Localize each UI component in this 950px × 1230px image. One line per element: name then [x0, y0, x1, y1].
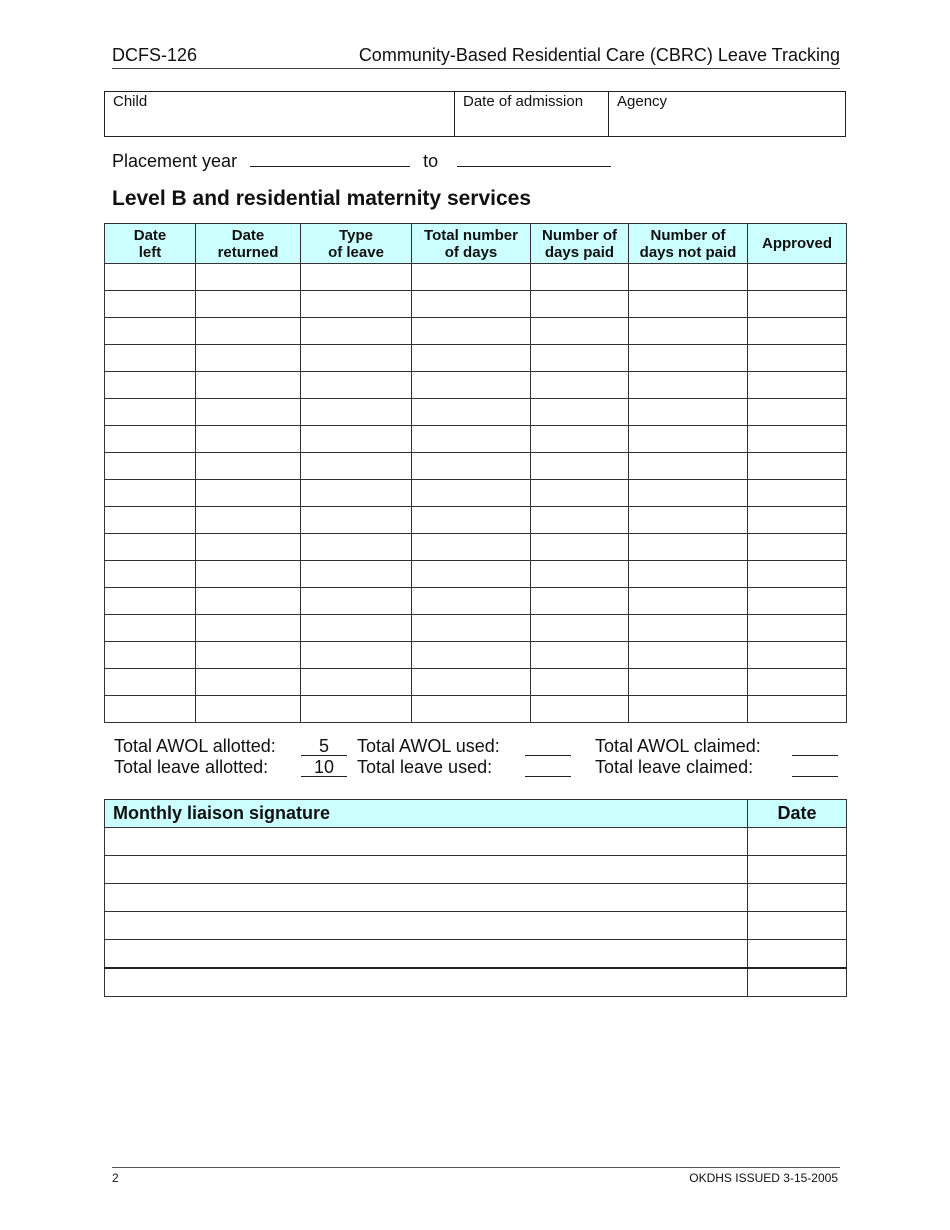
leave-cell[interactable] — [105, 426, 196, 453]
leave-cell[interactable] — [748, 453, 847, 480]
leave-cell[interactable] — [105, 291, 196, 318]
awol-claimed-field[interactable] — [792, 736, 838, 756]
leave-cell[interactable] — [412, 642, 531, 669]
awol-claimed-label: Total AWOL claimed: — [595, 736, 761, 756]
leave-cell[interactable] — [412, 696, 531, 723]
leave-col-header — [105, 224, 196, 264]
leave-cell[interactable] — [748, 426, 847, 453]
leave-cell[interactable] — [105, 507, 196, 534]
placement-year-label: Placement year — [112, 151, 238, 171]
leave-cell[interactable] — [301, 264, 412, 291]
leave-cell[interactable] — [196, 345, 301, 372]
leave-cell[interactable] — [412, 588, 531, 615]
leave-cell[interactable] — [301, 669, 412, 696]
table-row — [105, 318, 847, 345]
signature-cell[interactable] — [105, 828, 748, 856]
table-row — [105, 884, 847, 912]
page-header — [112, 44, 840, 69]
leave-cell[interactable] — [531, 669, 629, 696]
leave-cell[interactable] — [629, 399, 748, 426]
leave-cell[interactable] — [748, 615, 847, 642]
leave-table-header — [105, 224, 847, 264]
page-footer — [112, 1167, 840, 1185]
leave-cell[interactable] — [748, 318, 847, 345]
leave-cell[interactable] — [105, 399, 196, 426]
table-row — [105, 669, 847, 696]
leave-cell[interactable] — [105, 453, 196, 480]
leave-col-header — [531, 224, 629, 264]
leave-col-header-line: Date — [133, 226, 167, 244]
leave-cell[interactable] — [629, 696, 748, 723]
leave-cell[interactable] — [412, 507, 531, 534]
leave-col-header-line: days paid — [544, 243, 615, 261]
leave-cell[interactable] — [531, 696, 629, 723]
page-number: 2 — [112, 1171, 119, 1185]
leave-cell[interactable] — [748, 345, 847, 372]
leave-claimed-label: Total leave claimed: — [595, 757, 754, 777]
signature-cell[interactable] — [105, 940, 748, 969]
date-cell[interactable] — [748, 828, 847, 856]
leave-cell[interactable] — [629, 480, 748, 507]
leave-used-field[interactable] — [525, 757, 571, 777]
leave-cell[interactable] — [196, 318, 301, 345]
leave-cell[interactable] — [629, 642, 748, 669]
leave-cell[interactable] — [748, 399, 847, 426]
leave-cell[interactable] — [629, 291, 748, 318]
signature-table-header — [105, 800, 847, 828]
leave-cell[interactable] — [196, 669, 301, 696]
leave-cell[interactable] — [629, 534, 748, 561]
leave-cell[interactable] — [301, 507, 412, 534]
leave-cell[interactable] — [196, 480, 301, 507]
leave-cell[interactable] — [412, 372, 531, 399]
leave-col-header-line: Number of — [542, 226, 617, 244]
leave-cell[interactable] — [301, 534, 412, 561]
leave-col-header-line: of leave — [328, 243, 384, 261]
leave-col-header — [196, 224, 301, 264]
leave-cell[interactable] — [196, 507, 301, 534]
signature-cell[interactable] — [105, 856, 748, 884]
leave-cell[interactable] — [748, 696, 847, 723]
leave-table — [104, 223, 847, 723]
awol-allotted-label: Total AWOL allotted: — [114, 736, 276, 756]
leave-used-label: Total leave used: — [357, 757, 493, 777]
leave-cell[interactable] — [748, 642, 847, 669]
child-info-box — [104, 91, 846, 137]
leave-cell[interactable] — [748, 291, 847, 318]
leave-cell[interactable] — [105, 480, 196, 507]
leave-cell[interactable] — [105, 642, 196, 669]
leave-cell[interactable] — [196, 264, 301, 291]
leave-cell[interactable] — [105, 318, 196, 345]
leave-cell[interactable] — [629, 669, 748, 696]
leave-cell[interactable] — [412, 669, 531, 696]
table-row — [105, 372, 847, 399]
leave-cell[interactable] — [629, 426, 748, 453]
leave-cell[interactable] — [301, 615, 412, 642]
leave-cell[interactable] — [531, 588, 629, 615]
leave-col-header-line: Type — [339, 226, 373, 244]
agency-field[interactable] — [609, 92, 845, 136]
admission-date-field[interactable] — [455, 92, 609, 136]
leave-col-header-line: Total number — [424, 226, 518, 244]
child-label: Child — [113, 93, 148, 110]
leave-cell[interactable] — [629, 372, 748, 399]
leave-claimed-field[interactable] — [792, 757, 838, 777]
leave-cell[interactable] — [748, 561, 847, 588]
leave-cell[interactable] — [105, 561, 196, 588]
leave-col-header — [629, 224, 748, 264]
leave-cell[interactable] — [412, 534, 531, 561]
leave-cell[interactable] — [531, 480, 629, 507]
leave-cell[interactable] — [748, 372, 847, 399]
leave-cell[interactable] — [531, 642, 629, 669]
leave-cell[interactable] — [629, 615, 748, 642]
placement-year-row — [112, 148, 611, 172]
table-row — [105, 534, 847, 561]
leave-cell[interactable] — [301, 372, 412, 399]
table-row — [105, 561, 847, 588]
leave-col-header-line: Number of — [650, 226, 726, 244]
leave-cell[interactable] — [531, 453, 629, 480]
table-row — [105, 696, 847, 723]
leave-col-header-line: of days — [444, 243, 498, 261]
awol-allotted-value: 5 — [301, 736, 347, 756]
leave-cell[interactable] — [748, 588, 847, 615]
leave-col-header — [301, 224, 412, 264]
leave-cell[interactable] — [412, 561, 531, 588]
date-cell[interactable] — [748, 940, 847, 969]
table-row — [105, 828, 847, 856]
leave-col-header-line: Date — [231, 226, 265, 244]
leave-cell[interactable] — [301, 453, 412, 480]
leave-cell[interactable] — [105, 669, 196, 696]
signature-cell[interactable] — [105, 968, 748, 997]
leave-cell[interactable] — [629, 561, 748, 588]
leave-cell[interactable] — [748, 669, 847, 696]
table-row — [105, 453, 847, 480]
leave-cell[interactable] — [748, 534, 847, 561]
form-title: Community-Based Residential Care (CBRC) Leave Tracking — [358, 45, 840, 65]
leave-col-header-line: left — [138, 243, 162, 261]
leave-cell[interactable] — [105, 372, 196, 399]
date-header: Date — [748, 800, 847, 828]
table-row — [105, 291, 847, 318]
leave-cell[interactable] — [196, 453, 301, 480]
leave-cell[interactable] — [531, 345, 629, 372]
leave-cell[interactable] — [531, 561, 629, 588]
leave-cell[interactable] — [105, 588, 196, 615]
leave-cell[interactable] — [412, 291, 531, 318]
leave-col-header — [412, 224, 531, 264]
leave-cell[interactable] — [301, 561, 412, 588]
leave-cell[interactable] — [196, 372, 301, 399]
signature-table — [104, 799, 847, 997]
leave-cell[interactable] — [196, 399, 301, 426]
leave-cell[interactable] — [531, 426, 629, 453]
leave-cell[interactable] — [301, 291, 412, 318]
date-cell[interactable] — [748, 968, 847, 997]
table-row — [105, 968, 847, 997]
leave-cell[interactable] — [531, 507, 629, 534]
leave-cell[interactable] — [196, 534, 301, 561]
leave-cell[interactable] — [301, 696, 412, 723]
leave-cell[interactable] — [105, 615, 196, 642]
leave-cell[interactable] — [412, 453, 531, 480]
leave-cell[interactable] — [301, 588, 412, 615]
table-row — [105, 507, 847, 534]
leave-cell[interactable] — [629, 264, 748, 291]
leave-cell[interactable] — [301, 345, 412, 372]
leave-cell[interactable] — [301, 642, 412, 669]
table-row — [105, 856, 847, 884]
leave-cell[interactable] — [748, 507, 847, 534]
placement-year-end-field[interactable] — [457, 148, 611, 167]
date-cell[interactable] — [748, 884, 847, 912]
leave-allotted-label: Total leave allotted: — [114, 757, 269, 777]
form-number: DCFS-126 — [112, 45, 198, 65]
leave-cell[interactable] — [412, 399, 531, 426]
signature-cell[interactable] — [105, 884, 748, 912]
date-cell[interactable] — [748, 912, 847, 940]
leave-cell[interactable] — [531, 534, 629, 561]
leave-cell[interactable] — [531, 264, 629, 291]
child-field[interactable] — [105, 92, 455, 136]
leave-cell[interactable] — [412, 480, 531, 507]
leave-cell[interactable] — [301, 399, 412, 426]
leave-cell[interactable] — [105, 345, 196, 372]
leave-cell[interactable] — [301, 480, 412, 507]
leave-cell[interactable] — [196, 696, 301, 723]
section-title: Level B and residential maternity services — [112, 187, 532, 210]
leave-col-header-line: returned — [217, 243, 279, 261]
placement-year-start-field[interactable] — [250, 148, 410, 167]
leave-cell[interactable] — [531, 318, 629, 345]
leave-cell[interactable] — [748, 480, 847, 507]
signature-cell[interactable] — [105, 912, 748, 940]
date-cell[interactable] — [748, 856, 847, 884]
leave-col-header — [748, 224, 847, 264]
leave-cell[interactable] — [196, 291, 301, 318]
issued-date: OKDHS ISSUED 3-15-2005 — [689, 1171, 838, 1185]
leave-col-header-line: days not paid — [639, 243, 737, 261]
table-row — [105, 264, 847, 291]
leave-cell[interactable] — [196, 561, 301, 588]
agency-label: Agency — [617, 93, 668, 110]
awol-used-field[interactable] — [525, 736, 571, 756]
leave-cell[interactable] — [105, 534, 196, 561]
leave-col-header-line: Approved — [761, 235, 832, 252]
leave-cell[interactable] — [531, 291, 629, 318]
table-row — [105, 426, 847, 453]
leave-cell[interactable] — [105, 696, 196, 723]
leave-cell[interactable] — [196, 588, 301, 615]
leave-cell[interactable] — [629, 588, 748, 615]
leave-cell[interactable] — [531, 372, 629, 399]
leave-cell[interactable] — [412, 264, 531, 291]
signature-header: Monthly liaison signature — [105, 800, 748, 828]
leave-cell[interactable] — [196, 642, 301, 669]
table-row — [105, 480, 847, 507]
leave-cell[interactable] — [412, 615, 531, 642]
table-row — [105, 940, 847, 969]
table-row — [105, 912, 847, 940]
leave-cell[interactable] — [412, 318, 531, 345]
placement-to-label: to — [423, 151, 439, 171]
table-row — [105, 588, 847, 615]
table-row — [105, 615, 847, 642]
leave-cell[interactable] — [629, 345, 748, 372]
leave-cell[interactable] — [301, 426, 412, 453]
table-row — [105, 642, 847, 669]
leave-cell[interactable] — [301, 318, 412, 345]
leave-cell[interactable] — [531, 615, 629, 642]
leave-cell[interactable] — [412, 345, 531, 372]
leave-allotted-value: 10 — [301, 757, 347, 777]
leave-cell[interactable] — [629, 453, 748, 480]
leave-cell[interactable] — [531, 399, 629, 426]
leave-cell[interactable] — [412, 426, 531, 453]
leave-cell[interactable] — [196, 426, 301, 453]
leave-cell[interactable] — [196, 615, 301, 642]
admission-date-label: Date of admission — [463, 93, 584, 110]
awol-used-label: Total AWOL used: — [357, 736, 500, 756]
table-row — [105, 345, 847, 372]
leave-cell[interactable] — [629, 318, 748, 345]
leave-cell[interactable] — [629, 507, 748, 534]
leave-cell[interactable] — [105, 264, 196, 291]
table-row — [105, 399, 847, 426]
leave-cell[interactable] — [748, 264, 847, 291]
